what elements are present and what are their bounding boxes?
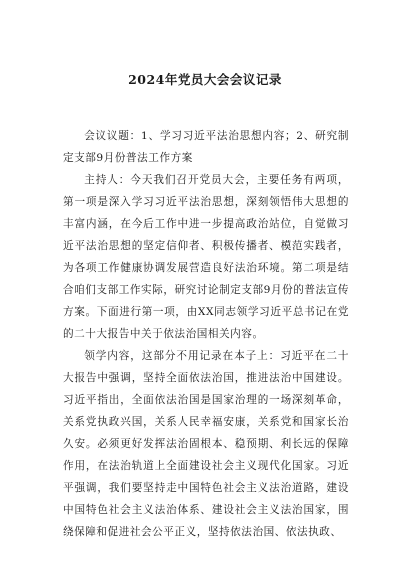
study-content-paragraph: 领学内容，这部分不用记录在本子上：习近平在二十大报告中强调，坚持全面依法治国，推进法治中国建设。习近平指出，全面依法治国是国家治理的一场深刻革命，关系党执政兴国，关系人民幸福安康，关系党和国家长治久安。必须更好发挥法治固根本、稳预期、利长远的保障作用，在法治轨道上全面建设社会主义现代化国家。习近平强调，我们要坚持走中国特色社会主义法治道路，建设中国特色社会主义法治体系、建设社会主义法治国家，围绕保障和促进社会公平正义，坚持依法治国、依法执政、 <box>63 350 349 538</box>
document-title: 2024年党员大会会议记录 <box>128 72 282 87</box>
agenda-paragraph: 会议议题：1、学习习近平法治思想内容；2、研究制定支部9月份普法工作方案 <box>63 130 349 164</box>
document-body <box>63 125 349 543</box>
host-paragraph: 主持人：今天我们召开党员大会，主要任务有两项，第一项是深入学习习近平法治思想，深刻领悟伟大思想的丰富内涵，在今后工作中进一步提高政治站位，自觉做习近平法治思想的坚定信仰者、积极传播者、模范实践者，为各项工作健康协调发展营造良好法治环境。第二项是结合咱们支部工作实际，研究讨论制定支部9月份的普法宣传方案。下面进行第一项，由XX同志领学习近平总书记在党的二十大报告中关于依法治国相关内容。 <box>63 174 349 340</box>
